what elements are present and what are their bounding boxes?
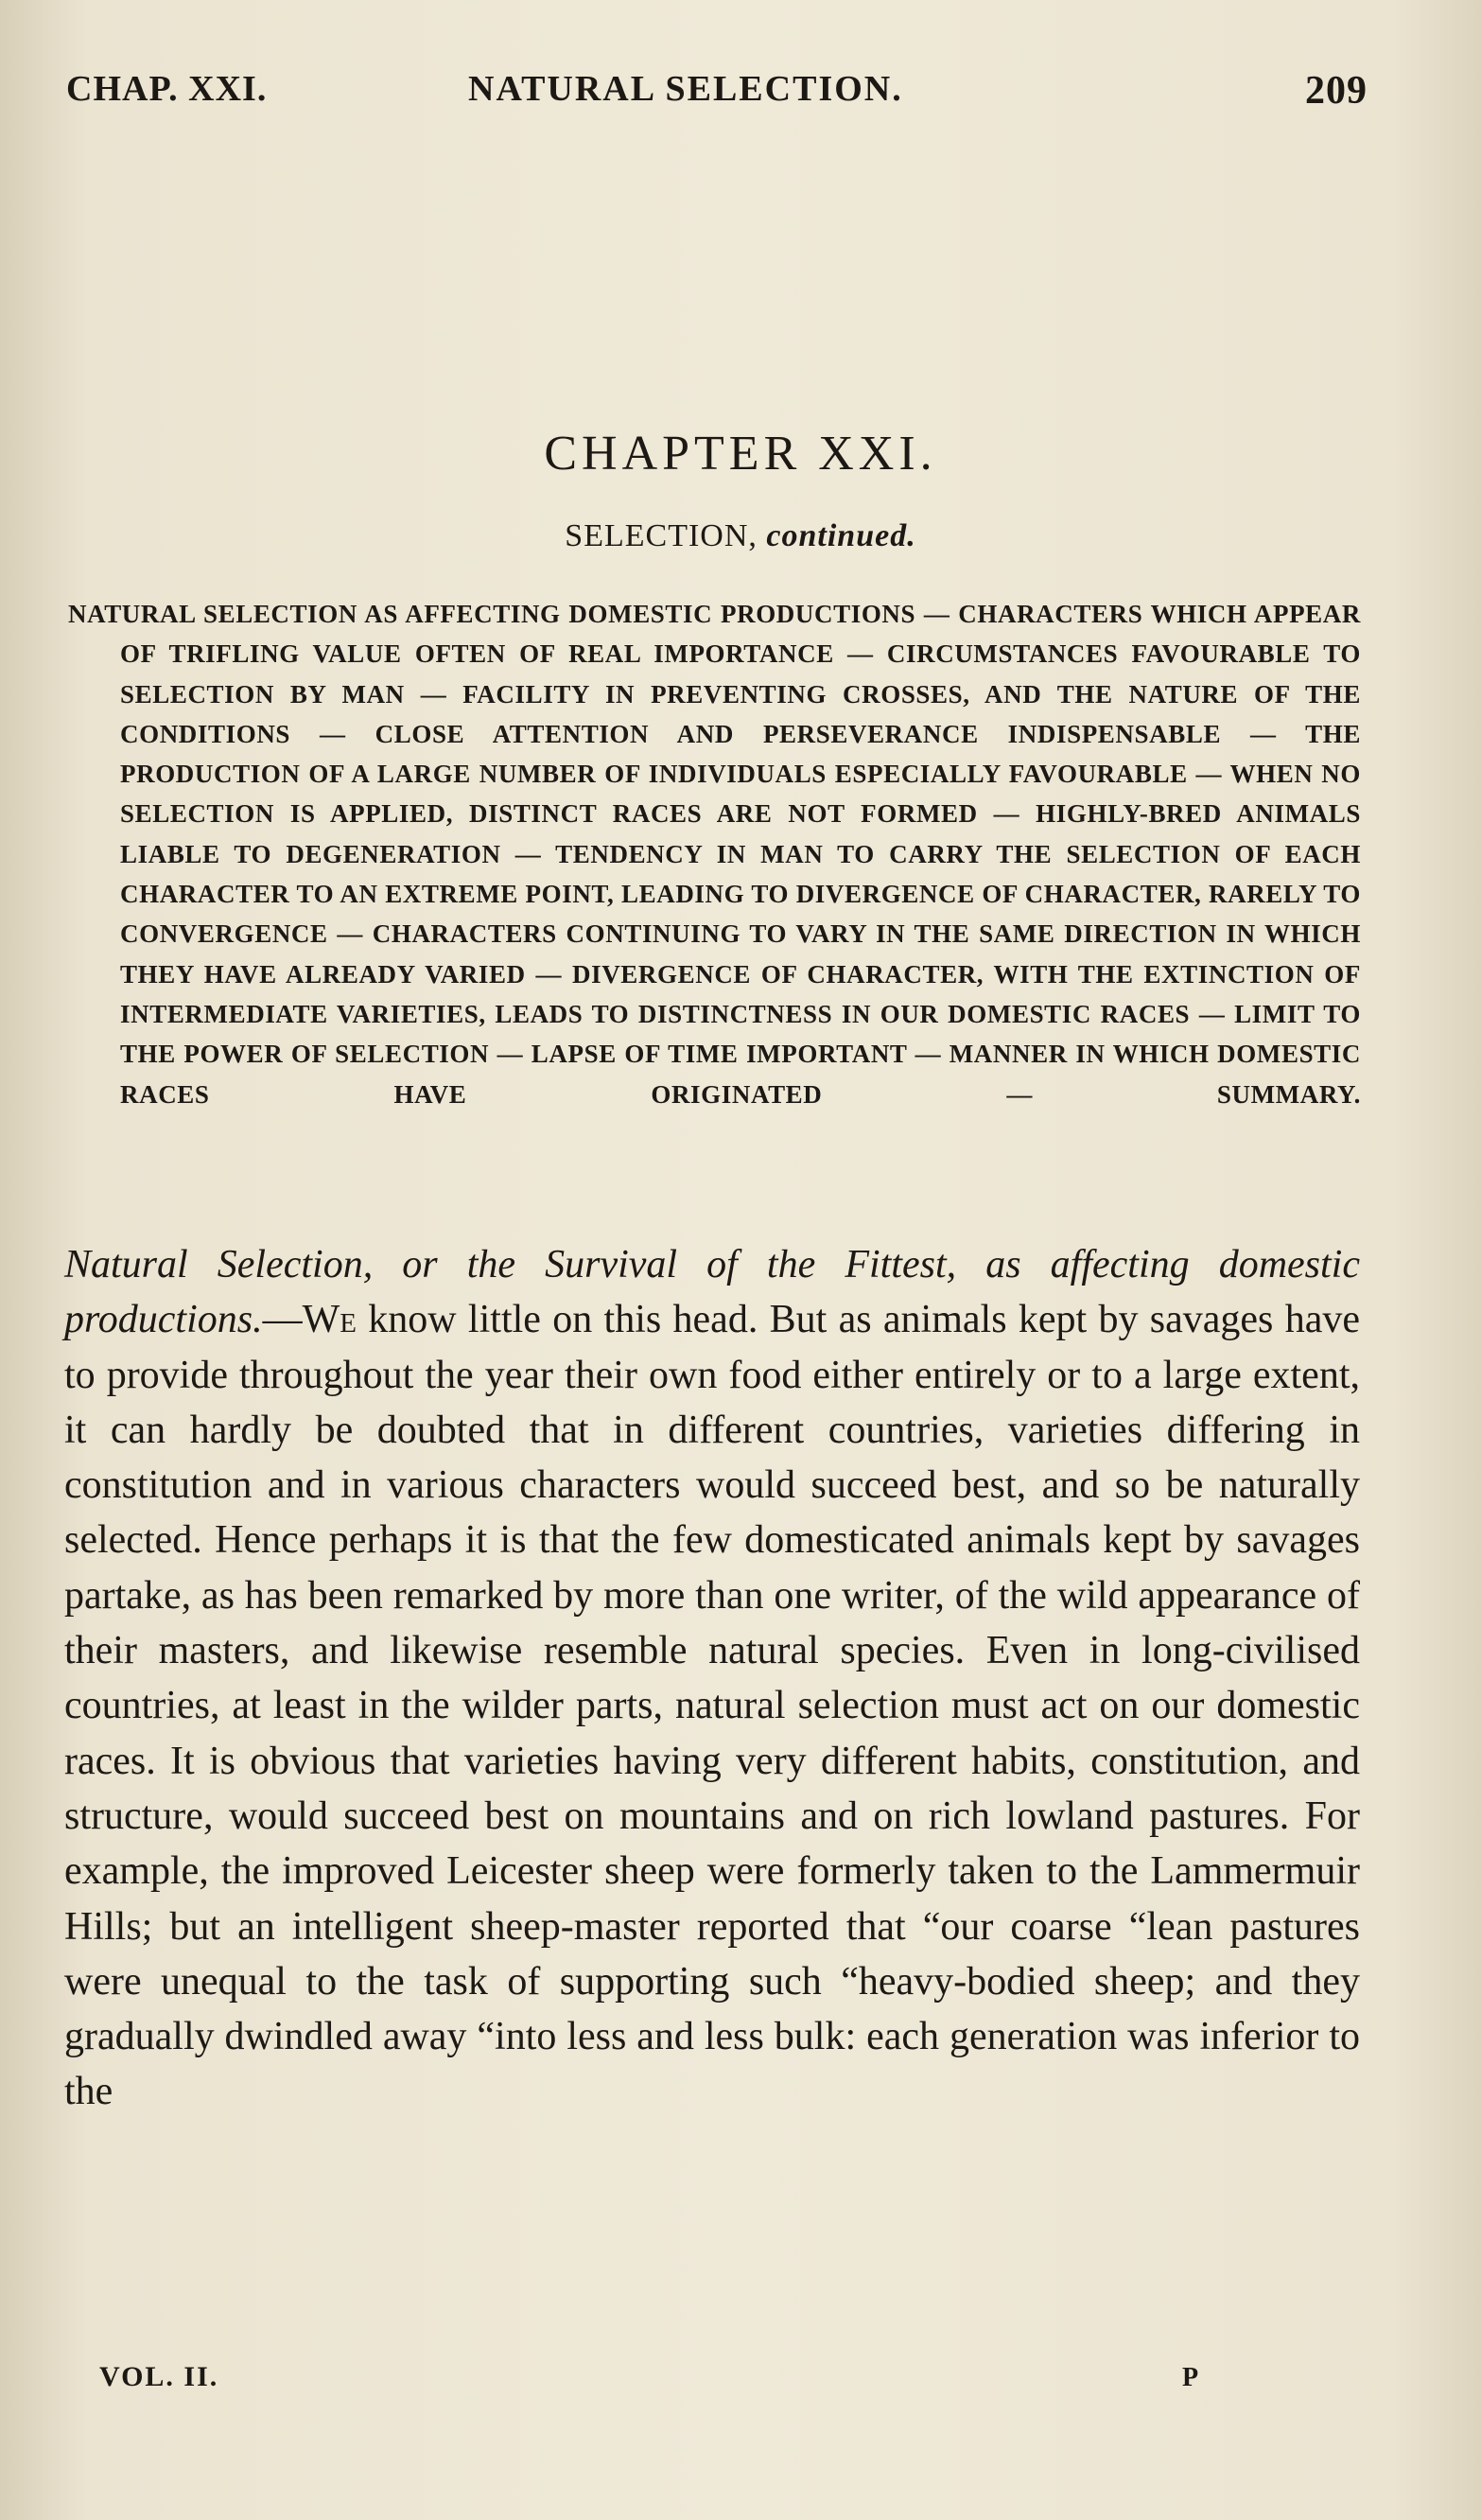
chapter-title: CHAPTER XXI. [544, 427, 937, 481]
section-dash: — [262, 1298, 303, 1342]
paragraph-text: know little on this head. But as animals kept by savages have to provide throughout the year their own food either entirely or to a large extent, it can hardly be doubted that in different countries, varieties differing in constitution and in various characters would succeed best, and so be naturally selected. Hence perhaps it is that the few domesticated animals kept by savages partake, as has been remarked by more than one writer, of the wild appearance of their masters, and likewise resemble natural species. Even in long-civilised countries, at least in the wilder parts, natural selection must act on our domestic races. It is obvious that varieties having very different habits, constitution, and structure, would succeed best on mountains and on rich lowland pastures. For example, the improved Leicester sheep were formerly taken to the Lammermuir Hills; but an intelligent sheep-master reported that “our coarse “lean pastures were unequal to the task of supporting such “heavy-bodied sheep; and they gradually dwindled away “into less and less bulk: each generation was inferior to the [64, 1298, 1360, 2114]
chapter-synopsis: NATURAL SELECTION AS AFFECTING DOMESTIC PRODUCTIONS — CHARACTERS WHICH APPEAR OF TRIFLING VALUE OFTEN OF REAL IMPORTANCE — CIRCUMSTANCES FAVOURABLE TO SELECTION BY MAN — FACILITY IN PREVENTING CROSSES, AND THE NATURE OF THE CONDITIONS — CLOSE ATTENTION AND PERSEVERANCE INDISPENSABLE — THE PRODUCTION OF A LARGE NUMBER OF INDIVIDUALS ESPECIALLY FAVOURABLE — WHEN NO SELECTION IS APPLIED, DISTINCT RACES ARE NOT FORMED — HIGHLY-BRED ANIMALS LIABLE TO DEGENERATION — TENDENCY IN MAN TO CARRY THE SELECTION OF EACH CHARACTER TO AN EXTREME POINT, LEADING TO DIVERGENCE OF CHARACTER, RARELY TO CONVERGENCE — CHARACTERS CONTINUING TO VARY IN THE SAME DIRECTION IN WHICH THEY HAVE ALREADY VARIED — DIVERGENCE OF CHARACTER, WITH THE EXTINCTION OF INTERMEDIATE VARIETIES, LEADS TO DISTINCTNESS IN OUR DOMESTIC RACES — LIMIT TO THE POWER OF SELECTION — LAPSE OF TIME IMPORTANT — MANNER IN WHICH DOMESTIC RACES HAVE ORIGINATED — SUMMARY. [68, 600, 1361, 1109]
chapter-subtitle-continued: continued. [766, 518, 916, 553]
running-head-chapter: CHAP. XXI. [66, 69, 268, 109]
volume-signature: VOL. II. [99, 2361, 219, 2392]
chapter-subtitle-main: SELECTION, [565, 518, 758, 553]
running-head [66, 68, 1368, 125]
running-head-title: NATURAL SELECTION. [468, 69, 903, 109]
gathering-signature: P [1182, 2363, 1199, 2392]
body-paragraph [64, 1237, 1360, 2120]
page-number: 209 [1305, 69, 1368, 113]
paragraph-first-word: We [302, 1298, 357, 1342]
section-heading: Natural Selection, or the Survival of the Fittest, as affecting domestic productions. [64, 1243, 1360, 1342]
chapter-subtitle [0, 518, 1481, 554]
